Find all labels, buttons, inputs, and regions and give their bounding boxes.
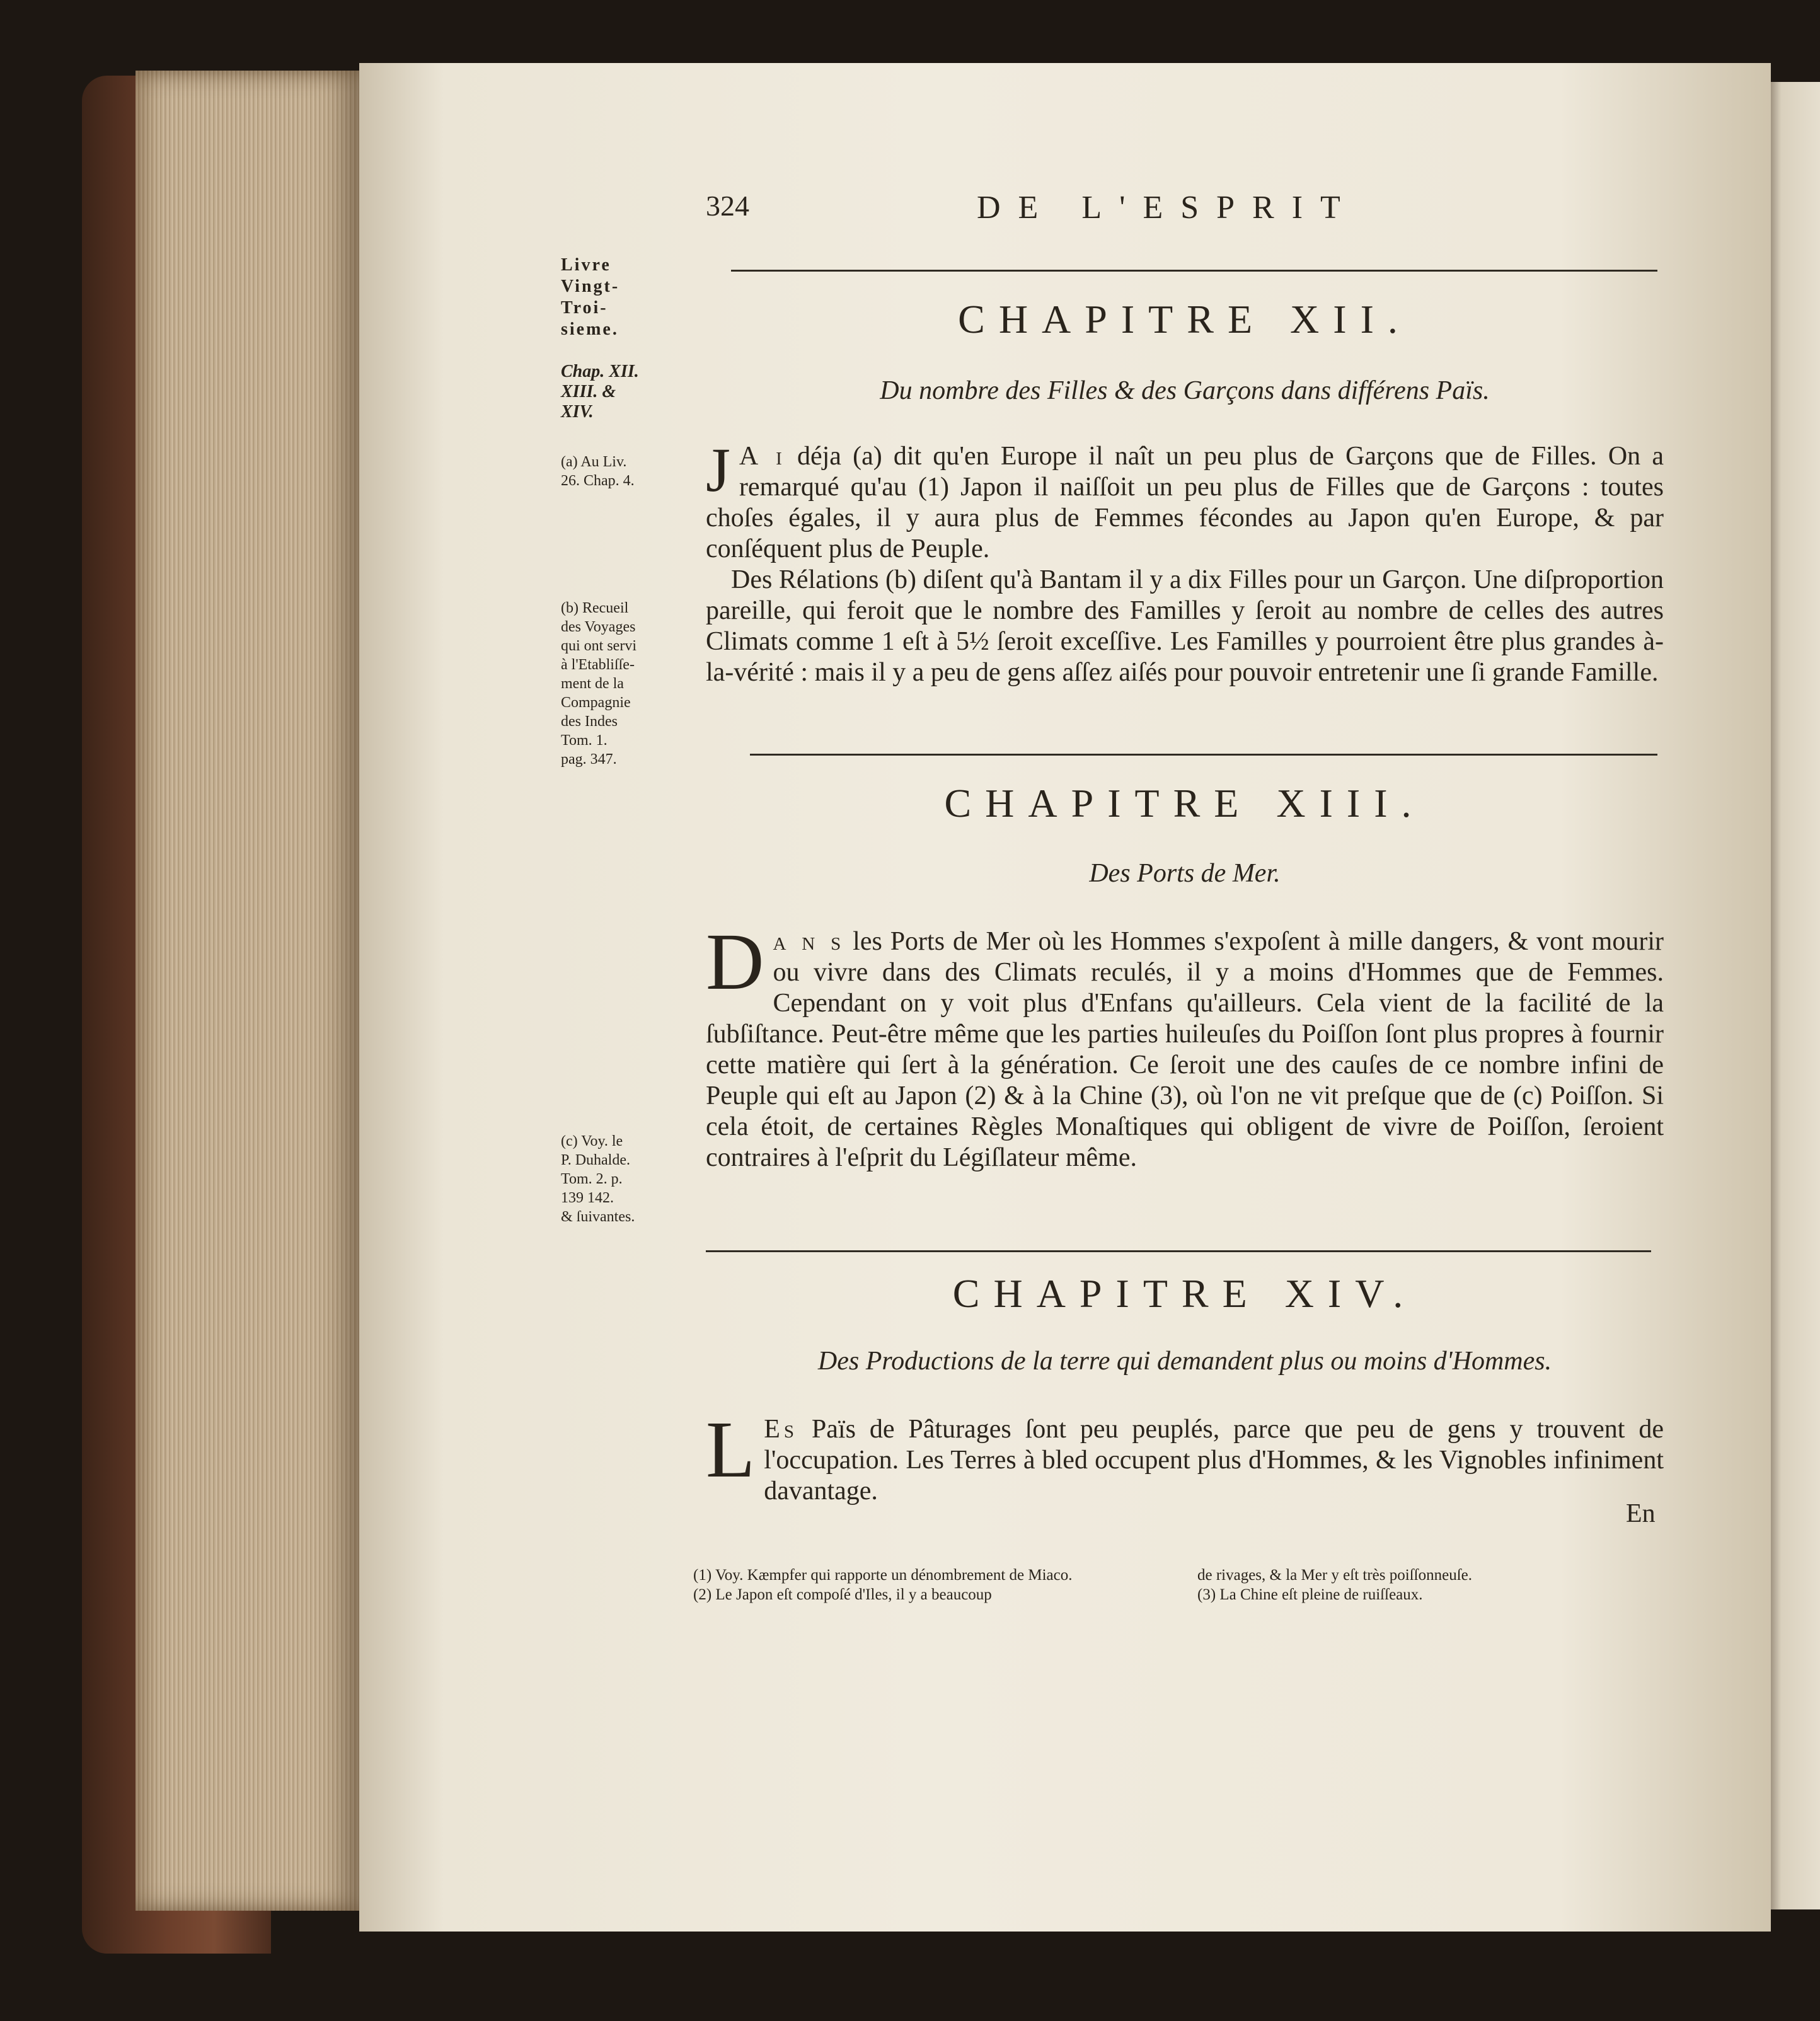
rule-chapter-xiii	[750, 754, 1657, 756]
catchword: En	[1626, 1499, 1656, 1528]
margin-note-line: (c) Voy. le	[561, 1133, 623, 1149]
margin-note-line: qui ont servi	[561, 638, 636, 654]
lead-word: Es	[764, 1415, 798, 1444]
chapter-body	[706, 435, 1664, 688]
chapter-title: CHAPITRE XII.	[958, 297, 1412, 342]
margin-note-line: Compagnie	[561, 694, 631, 711]
margin-chapter-line: XIV.	[561, 402, 594, 422]
page-edges	[135, 71, 362, 1911]
footnote: (3) La Chine eſt pleine de ruiſſeaux.	[1197, 1586, 1423, 1603]
chapter-title: CHAPITRE XIII.	[944, 781, 1425, 826]
margin-book-line: Vingt-	[561, 277, 620, 296]
margin-note-c	[561, 1132, 693, 1226]
page-number: 324	[706, 190, 749, 222]
margin-note-line: ment de la	[561, 676, 624, 692]
margin-note-line: des Voyages	[561, 619, 636, 635]
footnote: (1) Voy. Kæmpfer qui rapporte un dénombrement de Miaco.	[693, 1567, 1073, 1584]
paragraph: Des Rélations (b) diſent qu'à Bantam il y a dix Filles pour un Garçon. Une diſproportion pareille, qui feroit que le nombre des Familles y ſeroit au nombre de celles des autres Climats comme 1 eſt à 5½ ſeroit exceſſive. Les Familles y pourroient être plus grandes à-la-vérité : mais il y a peu de gens aſſez aiſés pour pouvoir entretenir une ſi grande Famille.	[706, 565, 1664, 687]
margin-note-line: 139 142.	[561, 1190, 614, 1206]
margin-note-a	[561, 452, 693, 490]
margin-note-line: pag. 347.	[561, 751, 617, 768]
rule-top	[731, 270, 1657, 272]
chapter-title: CHAPITRE XIV.	[952, 1271, 1417, 1316]
running-head	[706, 189, 1664, 239]
chapter-body	[706, 917, 1664, 1173]
margin-note-line: P. Duhalde.	[561, 1152, 630, 1168]
margin-note-line: à l'Etabliſſe-	[561, 657, 635, 673]
margin-note-b	[561, 599, 693, 769]
running-title: DE L'ESPRIT	[977, 190, 1358, 226]
margin-note-line: Tom. 2. p.	[561, 1171, 623, 1187]
footnote-column-left	[693, 1565, 1172, 1604]
drop-cap: J	[706, 435, 730, 505]
footnote: (2) Le Japon eſt compoſé d'Iles, il y a beaucoup	[693, 1586, 992, 1603]
margin-note-line: des Indes	[561, 713, 618, 730]
facing-page-edge	[1765, 82, 1820, 1909]
paragraph-text: Païs de Pâturages ſont peu peuplés, parce que peu de gens y trouvent de l'occupation. Les Terres à bled occupent plus d'Hommes, & les Vignobles infiniment davantage.	[764, 1415, 1664, 1506]
margin-chapter-label	[561, 362, 693, 422]
margin-note-line: Tom. 1.	[561, 732, 608, 749]
margin-chapter-line: Chap. XII.	[561, 362, 639, 381]
margin-book-label	[561, 255, 693, 340]
rule-chapter-xiv	[706, 1250, 1651, 1252]
paragraph-text: les Ports de Mer où les Hommes s'expoſent à mille dangers, & vont mourir ou vivre dans des Climats reculés, il y a moins d'Hommes que de Femmes. Cependant on y voit plus d'Enfans qu'ailleurs. Cela vient de la facilité de la ſubſiſtance. Peut-être même que les parties huileuſes du Poiſſon ſont plus propres à fournir cette matière qui ſert à la génération. Ce ſeroit une des cauſes de ce nombre infini de Peuple qui eſt au Japon (2) & à la Chine (3), où l'on ne vit preſque que de (c) Poiſſon. Si cela étoit, de certaines Règles Monaſtiques qui obligent de vivre de Poiſſon, ſeroient contraires à l'eſprit du Légiſlateur même.	[706, 927, 1664, 1172]
paragraph	[706, 917, 1664, 1173]
margin-book-line: sieme.	[561, 320, 619, 339]
chapter-body	[706, 1405, 1664, 1507]
chapter-subtitle: Des Ports de Mer.	[1089, 859, 1281, 888]
margin-note-line: (b) Recueil	[561, 600, 629, 616]
chapter-subtitle: Du nombre des Filles & des Garçons dans différens Païs.	[880, 376, 1490, 405]
footnote-column-right	[1197, 1565, 1676, 1604]
margin-note-line: & ſuivantes.	[561, 1209, 635, 1225]
margin-chapter-line: XIII. &	[561, 382, 616, 401]
margin-book-line: Livre	[561, 255, 611, 275]
lead-word: A i	[739, 442, 786, 471]
drop-cap: D	[706, 917, 764, 1006]
paragraph	[706, 1405, 1664, 1507]
chapter-subtitle: Des Productions de la terre qui demandent plus ou moins d'Hommes.	[817, 1347, 1552, 1376]
drop-cap: L	[706, 1405, 756, 1494]
footnote: de rivages, & la Mer y eſt très poiſſonneuſe.	[1197, 1567, 1472, 1584]
paragraph	[706, 435, 1664, 565]
margin-note-line: (a) Au Liv.	[561, 454, 627, 470]
margin-book-line: Troi-	[561, 298, 608, 318]
lead-word: a n s	[773, 927, 845, 956]
margin-note-line: 26. Chap. 4.	[561, 473, 635, 489]
paragraph-text: déja (a) dit qu'en Europe il naît un peu plus de Garçons que de Filles. On a remarqué qu'au (1) Japon il naiſſoit un peu plus de Filles que de Garçons : toutes choſes égales, il y aura plus de Femmes fécondes au Japon qu'en Europe, & par conſéquent plus de Peuple.	[706, 442, 1664, 563]
